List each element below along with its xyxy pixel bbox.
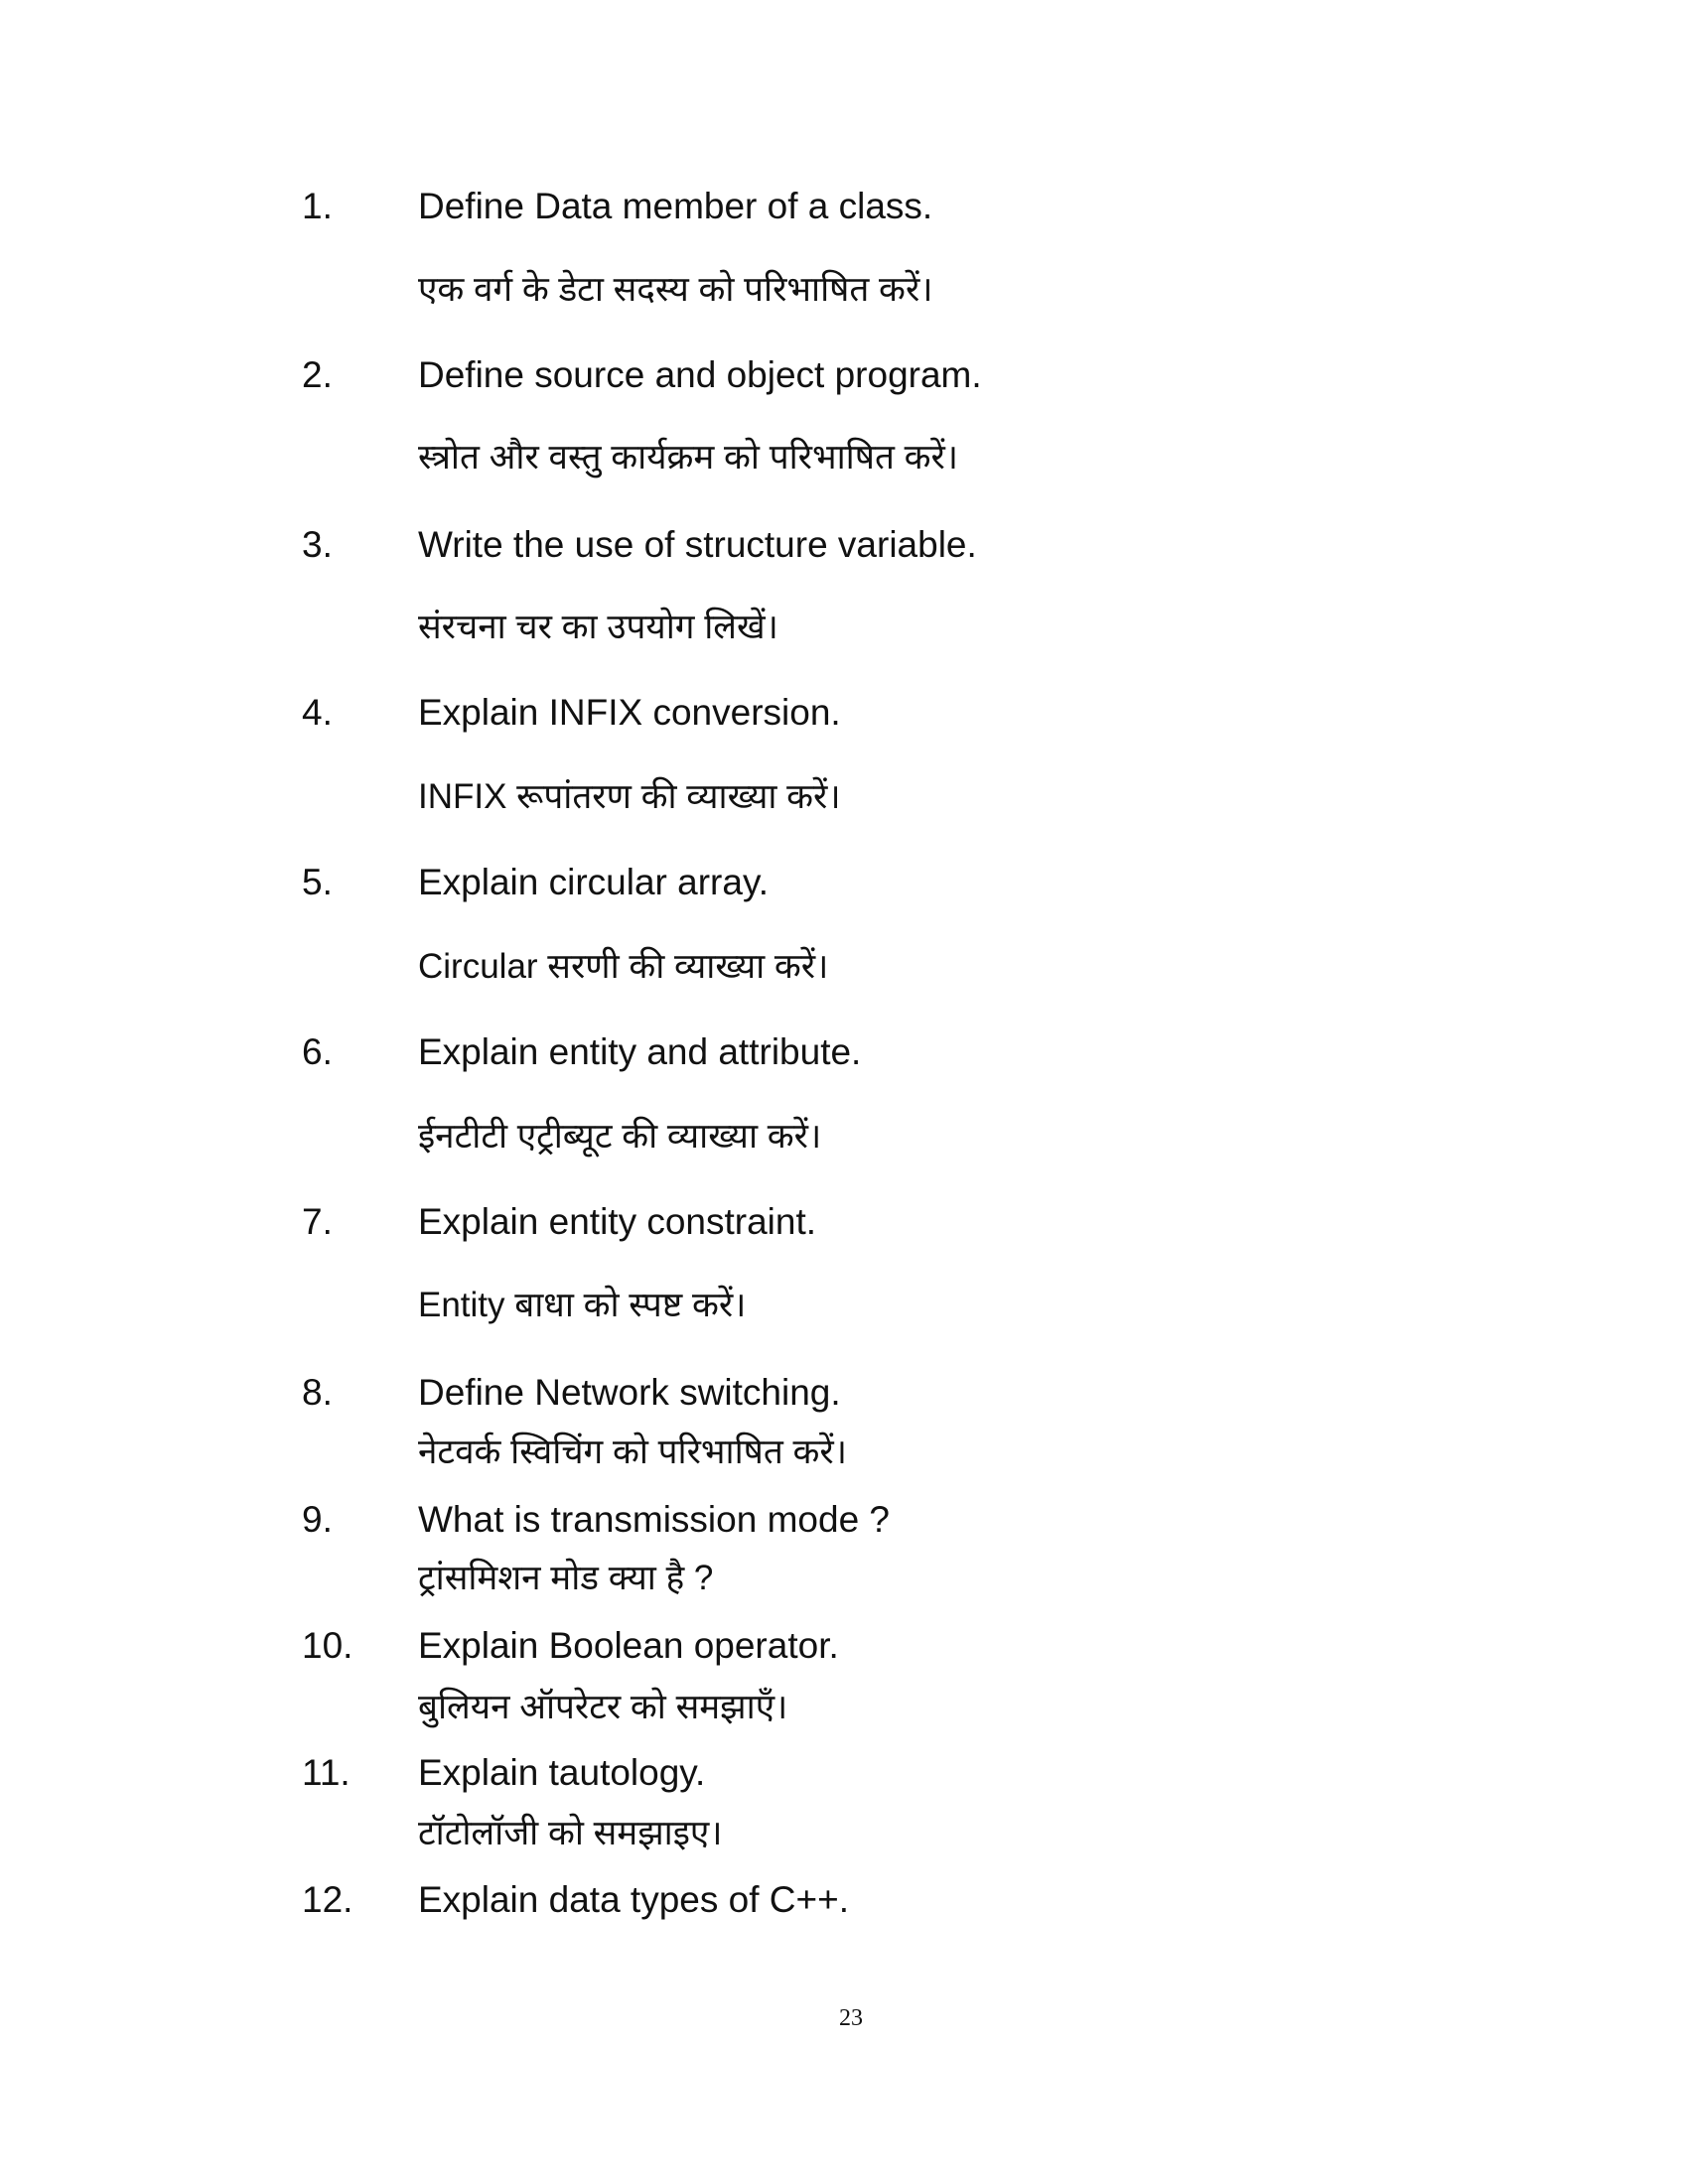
- question-hindi: एक वर्ग के डेटा सदस्य को परिभाषित करें।: [418, 270, 933, 309]
- question-hindi: INFIX रूपांतरण की व्याख्या करें।: [418, 777, 841, 816]
- question-number: 6.: [302, 1031, 333, 1072]
- question-english: Define Data member of a class.: [418, 186, 933, 226]
- question-english: Explain Boolean operator.: [418, 1625, 839, 1666]
- question-number: 10.: [302, 1625, 353, 1666]
- question-number: 7.: [302, 1201, 333, 1242]
- question-number: 3.: [302, 524, 333, 565]
- question-english: Define source and object program.: [418, 354, 982, 395]
- question-hindi: स्त्रोत और वस्तु कार्यक्रम को परिभाषित करें।: [418, 438, 959, 477]
- question-hindi: ट्रांसमिशन मोड क्या है ?: [418, 1559, 714, 1597]
- question-english: What is transmission mode ?: [418, 1499, 891, 1540]
- question-english: Explain circular array.: [418, 862, 769, 902]
- question-hindi: टॉटोलॉजी को समझाइए।: [418, 1814, 723, 1852]
- question-number: 12.: [302, 1879, 353, 1920]
- question-number: 8.: [302, 1372, 333, 1413]
- question-number: 4.: [302, 692, 333, 733]
- question-english: Explain data types of C++.: [418, 1879, 849, 1920]
- question-english: Explain entity constraint.: [418, 1201, 817, 1242]
- question-english: Define Network switching.: [418, 1372, 841, 1413]
- question-number: 11.: [302, 1752, 351, 1793]
- question-hindi: ईनटीटी एट्रीब्यूट की व्याख्या करें।: [418, 1117, 822, 1156]
- question-number: 9.: [302, 1499, 333, 1540]
- question-hindi: Entity बाधा को स्पष्ट करें।: [418, 1286, 747, 1324]
- question-hindi: Circular सरणी की व्याख्या करें।: [418, 947, 829, 986]
- question-hindi: बुलियन ऑपरेटर को समझाएँ।: [418, 1688, 788, 1726]
- question-english: Write the use of structure variable.: [418, 524, 977, 565]
- question-english: Explain INFIX conversion.: [418, 692, 841, 733]
- question-number: 1.: [302, 186, 333, 226]
- question-number: 2.: [302, 354, 333, 395]
- page-number: 23: [839, 2005, 863, 2031]
- question-english: Explain entity and attribute.: [418, 1031, 862, 1072]
- question-hindi: नेटवर्क स्विचिंग को परिभाषित करें।: [418, 1433, 848, 1471]
- question-number: 5.: [302, 862, 333, 902]
- question-hindi: संरचना चर का उपयोग लिखें।: [418, 608, 778, 646]
- question-english: Explain tautology.: [418, 1752, 706, 1793]
